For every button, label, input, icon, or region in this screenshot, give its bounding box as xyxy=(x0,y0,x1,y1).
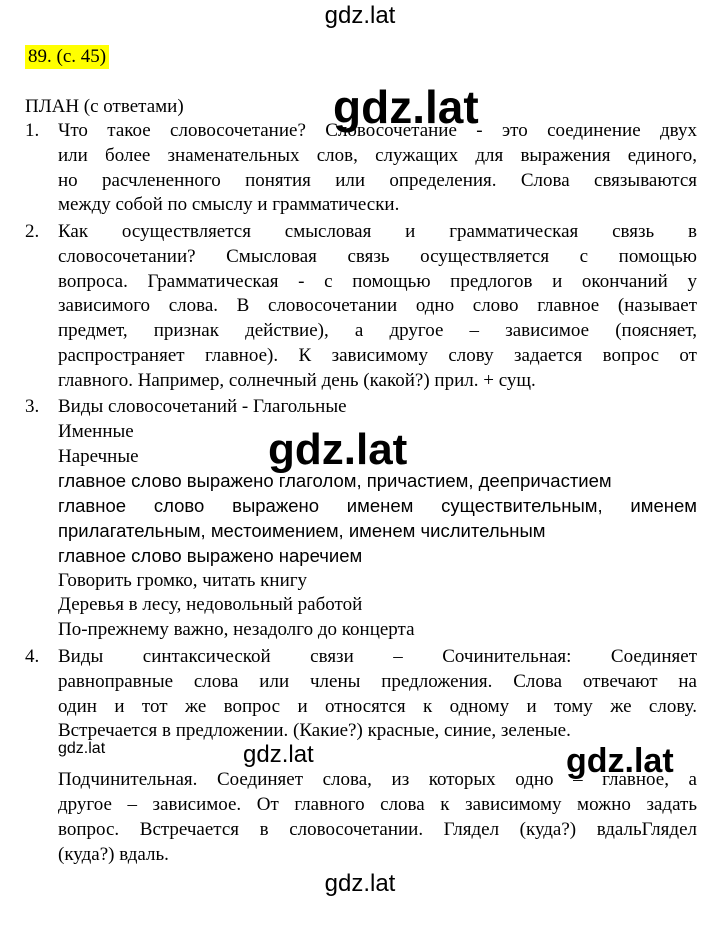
text-line: главное слово выражено наречием xyxy=(58,544,363,566)
text-line: (куда?) вдаль. xyxy=(58,843,169,865)
watermark-bottom: gdz.lat xyxy=(324,870,396,897)
exercise-number-badge: 89. (с. 45) xyxy=(25,45,109,69)
watermark-large: gdz.lat xyxy=(566,742,674,780)
text-line: между собой по смыслу и грамматически. xyxy=(58,194,400,216)
watermark-top: gdz.lat xyxy=(324,2,396,29)
text-line: главное слово выражено глаголом, причастием, деепричастием xyxy=(58,470,612,492)
text-line: Подчинительная. Соединяет слова, из которых одно – главное, а xyxy=(58,769,697,791)
text-line: но расчлененного понятия или определения. Слова связываются xyxy=(58,169,697,191)
text-line: Встречается в предложении. (Какие?) красные, синие, зеленые. xyxy=(58,720,571,742)
text-line: Виды синтаксической связи – Сочинительная: Соединяет xyxy=(58,646,697,667)
watermark-large: gdz.lat xyxy=(268,425,408,474)
text-line: Именные xyxy=(58,420,134,442)
text-line: распространяет главное). К зависимому слову задается вопрос от xyxy=(58,344,697,366)
item-number: 4. xyxy=(25,646,40,667)
text-line: главного. Например, солнечный день (какой?) прил. + сущ. xyxy=(58,369,536,391)
item-number: 2. xyxy=(25,221,40,242)
text-line: главное слово выражено именем существительным, именем xyxy=(58,495,697,517)
item-number: 3. xyxy=(25,396,40,417)
watermark-large: gdz.lat xyxy=(333,81,479,133)
text-line: один и тот же вопрос и относятся к одному и тому же слову. xyxy=(58,695,697,717)
text-line: прилагательным, местоимением, именем числительным xyxy=(58,519,546,541)
text-line: Наречные xyxy=(58,445,139,467)
text-line: или более знаменательных слов, служащих для выражения единого, xyxy=(58,144,697,166)
item-number: 1. xyxy=(25,120,40,141)
text-line: Что такое словосочетание? Словосочетание - это соединение двух xyxy=(58,120,697,141)
plan-heading: ПЛАН (с ответами) xyxy=(25,96,184,117)
text-line: словосочетании? Смысловая связь осуществляется с помощью xyxy=(58,245,697,267)
text-line: вопроса. Грамматическая - с помощью предлогов и окончаний у xyxy=(58,270,697,292)
text-line: Виды словосочетаний - Глагольные xyxy=(58,396,347,417)
text-line: По-прежнему важно, незадолго до концерта xyxy=(58,619,415,641)
text-line: Говорить громко, читать книгу xyxy=(58,569,308,591)
text-line: равноправные слова или члены предложения. Слова отвечают на xyxy=(58,670,697,692)
text-line: Деревья в лесу, недовольный работой xyxy=(58,594,363,616)
text-line: Как осуществляется смысловая и грамматическая связь в xyxy=(58,221,697,242)
plan-item-2 xyxy=(25,220,697,394)
text-line: предмет, признак действие), а другое – зависимое (поясняет, xyxy=(58,320,697,342)
text-line: зависимого слова. В словосочетании одно слово главное (называет xyxy=(58,295,697,317)
text-line: вопрос. Встречается в словосочетании. Глядел (куда?) вдальГлядел xyxy=(58,818,697,840)
watermark-small: gdz.lat xyxy=(58,740,106,757)
text-line: другое – зависимое. От главного слова к зависимому можно задать xyxy=(58,793,697,815)
watermark-medium: gdz.lat xyxy=(243,741,314,768)
item-text xyxy=(58,220,697,394)
